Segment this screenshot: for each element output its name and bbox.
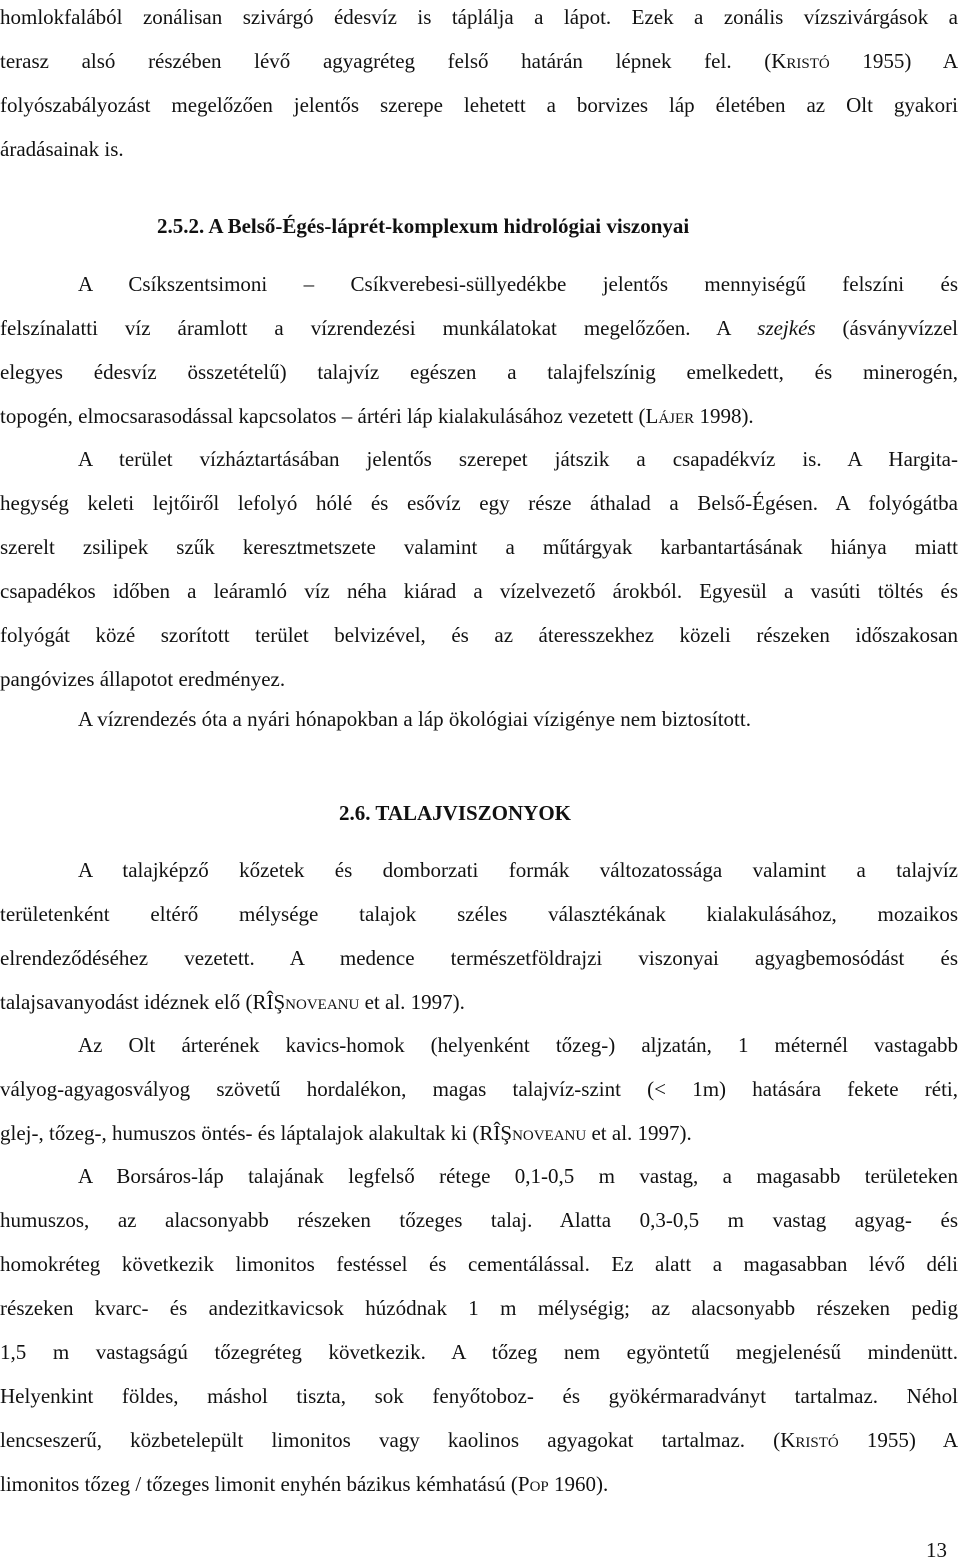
text-line: A Borsáros-láp talajának legfelső rétege 0,1-0,5 m vastag, a magasabb területeken — [78, 1164, 958, 1188]
paragraph-hydrology — [0, 262, 958, 438]
text-line: áradásainak is. — [0, 137, 124, 161]
section-heading-2-6: 2.6. TALAJVISZONYOK — [339, 801, 572, 825]
text-line: elrendeződéséhez vezetett. A medence természetföldrajzi viszonyai agyagbemosódást és — [0, 946, 958, 970]
text-line: A talajképző kőzetek és domborzati formák változatossága valamint a talajvíz — [78, 858, 958, 882]
text-line: csapadékos időben a leáramló víz néha kiárad a vízelvezető árokból. Egyesül a vasúti töltés és — [0, 579, 958, 603]
text-line: A Csíkszentsimoni – Csíkverebesi-süllyedékbe jelentős mennyiségű felszíni és — [78, 272, 958, 296]
text-line: vályog-agyagosvályog szövetű hordalékon, magas talajvíz-szint (< 1m) hatására fekete réti, — [0, 1077, 958, 1101]
text-line: folyószabályozást megelőzően jelentős szerepe lehetett a borvizes láp életében az Olt gyakori — [0, 93, 958, 117]
text-line: A vízrendezés óta a nyári hónapokban a láp ökológiai vízigénye nem biztosított. — [78, 707, 751, 731]
text-line: homlokfalából zonálisan szivárgó édesvíz is táplálja a lápot. Ezek a zonális vízszivárgások a — [0, 5, 958, 29]
text-line: felszínalatti víz áramlott a vízrendezési munkálatokat megelőzően. A szejkés (ásványvízzel — [0, 316, 958, 340]
text-line: Helyenkint földes, máshol tiszta, sok fenyőtoboz- és gyökérmaradványt tartalmaz. Néhol — [0, 1384, 958, 1408]
text-line: glej-, tőzeg-, humuszos öntés- és láptalajok alakultak ki (RÎŞNOVEANU et al. 1997). — [0, 1121, 692, 1145]
text-line: hegység keleti lejtőiről lefolyó hólé és esővíz egy része áthalad a Belső-Égésen. A folyógátba — [0, 491, 958, 515]
text-line: A terület vízháztartásában jelentős szerepet játszik a csapadékvíz is. A Hargita- — [78, 447, 958, 471]
text-line: folyógát közé szorított terület belvizével, és az áteresszekhez közeli részeken időszakosan — [0, 623, 958, 647]
text-line: szerelt zsilipek szűk keresztmetszete valamint a műtárgyak karbantartásának hiánya miatt — [0, 535, 958, 559]
text-line: pangóvizes állapotot eredményez. — [0, 667, 286, 691]
paragraph-borsaros-lap — [0, 1154, 958, 1506]
paragraph-olt-floodplain — [0, 1023, 958, 1155]
paragraph-intro — [0, 0, 958, 171]
text-line: 1,5 m vastagságú tőzegréteg következik. A tőzeg nem egyöntetű megjelenésű mindenütt. — [0, 1340, 958, 1364]
text-line: limonitos tőzeg / tőzeges limonit enyhén bázikus kémhatású (POP 1960). — [0, 1472, 609, 1496]
text-line: területenként eltérő mélysége talajok széles választékának kialakulásához, mozaikos — [0, 902, 958, 926]
text-line: részeken kvarc- és andezitkavicsok húzódnak 1 m mélységig; az alacsonyabb részeken pedig — [0, 1296, 958, 1320]
section-heading-2-5-2: 2.5.2. A Belső-Égés-láprét-komplexum hidrológiai viszonyai — [157, 214, 690, 238]
text-line: elegyes édesvíz összetételű) talajvíz egészen a talajfelszínig emelkedett, és minerogén, — [0, 360, 958, 384]
text-line: Az Olt árterének kavics-homok (helyenként tőzeg-) aljzatán, 1 méternél vastagabb — [78, 1033, 958, 1057]
text-line: homokréteg következik limonitos festéssel és cementálással. Ez alatt a magasabban lévő déli — [0, 1252, 958, 1276]
text-line: topogén, elmocsarasodással kapcsolatos – ártéri láp kialakulásához vezetett (LÁJER 1998). — [0, 404, 754, 428]
text-line: lencseszerű, közbetelepült limonitos vagy kaolinos agyagokat tartalmaz. (KRISTÓ 1955) A — [0, 1428, 959, 1452]
paragraph-water-demand — [0, 697, 958, 741]
paragraph-soil-forming — [0, 848, 958, 1024]
text-line: talajsavanyodást idéznek elő (RÎŞNOVEANU et al. 1997). — [0, 990, 465, 1014]
paragraph-precipitation — [0, 437, 958, 701]
text-line: humuszos, az alacsonyabb részeken tőzeges talaj. Alatta 0,3-0,5 m vastag agyag- és — [0, 1208, 958, 1232]
text-line: terasz alsó részében lévő agyagréteg felső határán lépnek fel. (KRISTÓ 1955) A — [0, 49, 959, 73]
page-number: 13 — [926, 1538, 947, 1562]
